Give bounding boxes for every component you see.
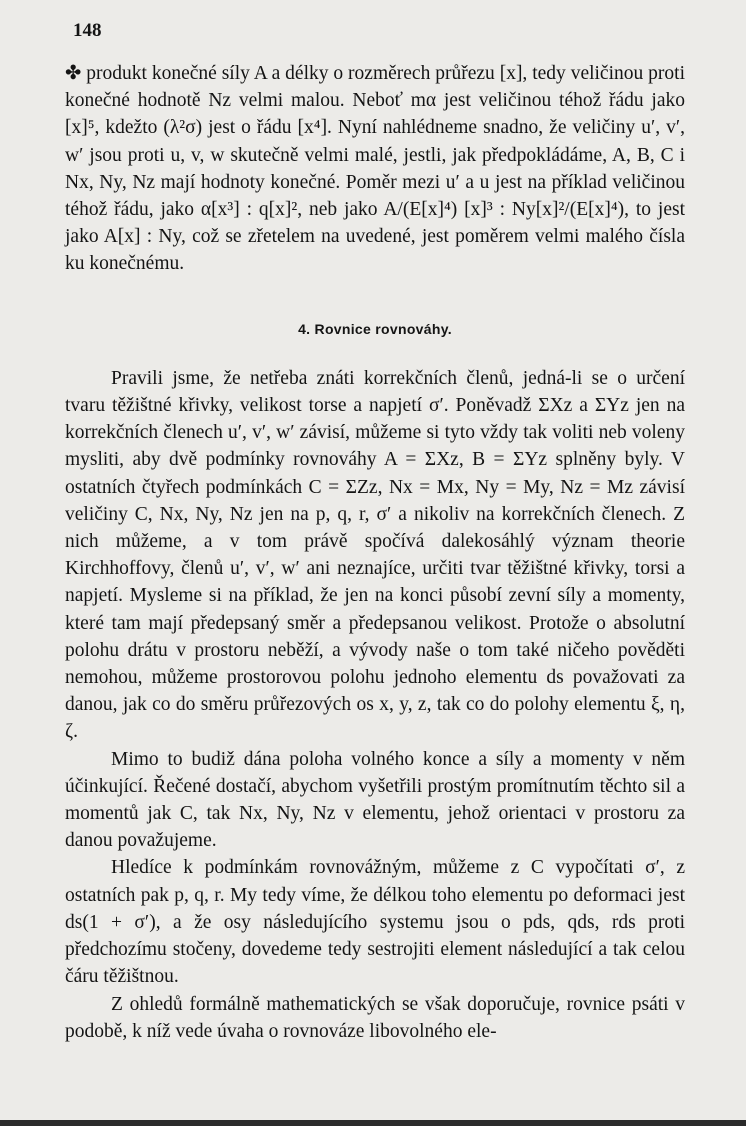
paragraph-formal-remark: Z ohledů formálně mathematických se však doporučuje, rovnice psáti v podobě, k níž vede úvaha o rovnováze libovolného ele-: [65, 993, 685, 1042]
text-column: [65, 60, 685, 1045]
section-heading: 4. Rovnice rovnováhy.: [298, 320, 452, 337]
paragraph-element-construction: Hledíce k podmínkám rovnovážným, můžeme z C vypočítati σ′, z ostatních pak p, q, r. My tedy víme, že délkou toho elementu po deformaci jest ds(1 + σ′), a že osy následujícího systemu jsou o pds, qds, rds proti předchozímu stočeny, dovedeme tedy sestrojiti element následující a tak celou čáru těžištnou.: [65, 857, 685, 988]
paragraph-equilibrium-conditions: Pravili jsme, že netřeba znáti korrekčních členů, jedná-li se o určení tvaru těžištné křivky, velikost torse a napjetí σ′. Poněvadž ΣXz a ΣYz jen na korrekčních členech u′, v′, w′ závisí, můžeme si tyto vždy tak voliti neb voleny mysliti, aby dvě podmínky rovnováhy A = ΣXz, B = ΣYz splněny byly. V ostatních čtyřech podmínkách C = ΣZz, Nx = Mx, Ny = My, Nz = Mz závisí veličiny C, Nx, Ny, Nz jen na p, q, r, σ′ a nikoliv na korrekčních členech. Z nich můžeme, a v tom právě spočívá dalekosáhlý význam theorie Kirchhoffovy, členů u′, v′, w′ ani neznajíce, určiti tvar těžištné křivky, torsi a napjetí. Mysleme si na příklad, že jen na konci působí zevní síly a momenty, které tam mají předepsaný směr a předepsanou velikost. Protože o absolutní polohu drátu v prostoru neběží, a vývody naše o tom také ničeho pověděti nemohou, můžeme prostorovou polohu jednoho elementu ds považovati za danou, jak co do směru průřezových os x, y, z, tak co do polohy elementu ξ, η, ζ.: [65, 367, 685, 743]
page-bottom-edge: [0, 1120, 746, 1126]
paragraph-free-end: Mimo to budiž dána poloha volného konce a síly a momenty v něm účinkující. Řečené dostačí, abychom vyšetřili prostým promítnutím těchto sil a momentů jak C, tak Nx, Ny, Nz v elementu, jehož orientaci v prostoru za danou považujeme.: [65, 748, 685, 852]
page-number: 148: [73, 20, 102, 41]
intro-paragraph: ✤ produkt konečné síly A a délky o rozměrech průřezu [x], tedy veličinou proti konečné hodnotě Nz velmi malou. Neboť mα jest veličinou téhož řádu jako [x]⁵, kdežto (λ²σ) jest o řádu [x⁴]. Nyní nahlédneme snadno, že veličiny u′, v′, w′ jsou proti u, v, w skutečně velmi malé, jestli, jak předpokládáme, A, B, C i Nx, Ny, Nz mají hodnoty konečné. Poměr mezi u′ a u jest na příklad veličinou téhož řádu, jako α[x³] : q[x]², neb jako A/(E[x]⁴) [x]³ : Ny[x]²/(E[x]⁴), to jest jako A[x] : Ny, což se zřetelem na uvedené, jest poměrem velmi malého čísla ku konečnému.: [65, 63, 685, 275]
